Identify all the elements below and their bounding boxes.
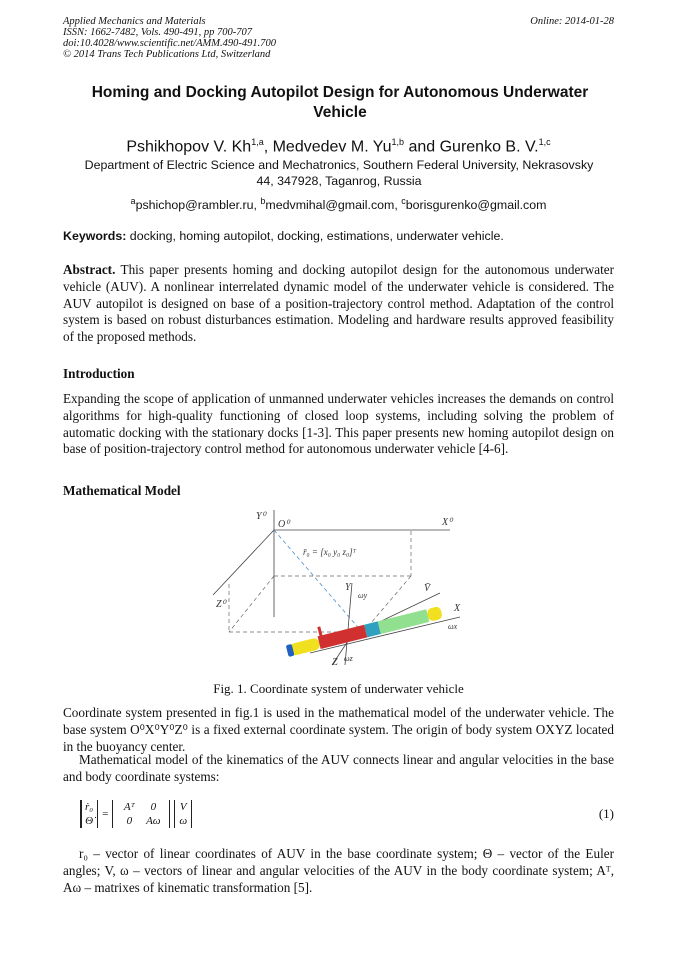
email-link[interactable]: borisgurenko@gmail.com — [405, 198, 547, 213]
keywords — [63, 229, 614, 243]
online-date: Online: 2014-01-28 — [530, 16, 614, 27]
equation-1 — [80, 800, 192, 828]
equation-number: (1) — [598, 806, 614, 821]
author: Gurenko B. V. — [439, 138, 539, 156]
label-wy: ωy — [358, 591, 368, 600]
abstract-label: Abstract. — [63, 262, 116, 277]
label-wx: ωx — [448, 622, 458, 631]
figure-coordinate-system — [200, 505, 480, 665]
label-y0: Y⁰ — [256, 511, 266, 522]
author: Medvedev M. Yu — [272, 138, 392, 156]
label-o0: O⁰ — [278, 519, 290, 530]
abstract — [63, 262, 614, 346]
copyright: © 2014 Trans Tech Publications Ltd, Switzerland — [63, 49, 271, 60]
sep: , — [263, 138, 273, 156]
section-heading-introduction: Introduction — [63, 366, 135, 381]
email-sup: b — [260, 196, 266, 206]
eq-vector: V — [179, 801, 187, 813]
email-link[interactable]: pshichop@rambler.ru — [135, 198, 254, 213]
eq-matrix: 0 — [126, 815, 133, 827]
author: Pshikhopov V. Kh — [126, 138, 252, 156]
journal-name: Applied Mechanics and Materials — [63, 16, 206, 27]
figure-caption: Fig. 1. Coordinate system of underwater vehicle — [213, 681, 464, 696]
paragraph: Mathematical model of the kinematics of the AUV connects linear and angular velocities in the base and body coordinate systems: — [63, 752, 614, 784]
issn: ISSN: 1662-7482, Vols. 490-491, pp 700-707 — [63, 27, 252, 38]
eq-lhs: Θ̇ — [85, 815, 94, 827]
eq-matrix: Aᵀ — [123, 801, 135, 813]
eq-lhs: ṙ₀ — [85, 801, 94, 813]
author-sup: 1,a — [251, 137, 264, 147]
section-heading-math-model: Mathematical Model — [63, 483, 181, 498]
eq-vector: ω — [179, 815, 188, 827]
authors — [63, 137, 614, 156]
keywords-label: Keywords: — [63, 229, 127, 243]
journal-header — [63, 16, 614, 60]
email-sup: c — [401, 196, 406, 206]
paragraph: Coordinate system presented in fig.1 is used in the mathematical model of the underwater vehicle. The base system O⁰X⁰Y⁰Z⁰ is a fixed external coordinate system. The origin of body system OXYZ located in the buoyancy center. — [63, 705, 614, 754]
label-x0: X⁰ — [442, 517, 453, 528]
affiliation: Department of Electric Science and Mechatronics, Southern Federal University, Nekrasovsky 44, 347928, Taganrog, Russia — [84, 158, 594, 188]
emails — [63, 193, 614, 213]
sep: and — [404, 138, 440, 156]
doi-link[interactable]: doi:10.4028/www.scientific.net/AMM.490-491.700 — [63, 38, 276, 49]
eq-sign: = — [102, 808, 109, 820]
label-v: V̄ — [424, 583, 431, 594]
sep: , — [394, 198, 402, 213]
label-wz: ωz — [344, 654, 353, 663]
label-r0: r̄₀ = [x₀ y₀ z₀]ᵀ — [303, 547, 357, 557]
eq-matrix: 0 — [150, 801, 157, 813]
abstract-text: This paper presents homing and docking autopilot design for the autonomous underwater vehicle (AUV). A nonlinear interrelated dynamic model of the underwater vehicle is considered. The AUV autopilot is designed on base of a position-trajectory control method. Adaptation of the control system is based on robust disturbances estimation. Modeling and hardware results approved feasibility of the proposed methods. — [63, 262, 614, 345]
paper-title: Homing and Docking Autopilot Design for Autonomous Underwater Vehicle — [91, 84, 589, 121]
email-sup: a — [130, 196, 136, 206]
label-z0: Z⁰ — [216, 599, 226, 610]
label-x: X — [454, 603, 461, 614]
sep: , — [253, 198, 261, 213]
eq-matrix: Aω — [146, 815, 161, 827]
label-y: Y — [345, 582, 351, 593]
label-z: Z — [332, 657, 338, 665]
paragraph: r₀ – vector of linear coordinates of AUV in the base coordinate system; Θ – vector of the Euler angles; V, ω – vectors of linear and angular velocities of the AUV in the body coordinate system; Aᵀ, Aω – matrixes of kinematic transformation [5]. — [63, 846, 614, 895]
email-link[interactable]: medvmihal@gmail.com — [265, 198, 395, 213]
intro-paragraph: Expanding the scope of application of unmanned underwater vehicles increases the demands on control algorithms for high-quality functioning of closed loop systems, including solving the problem of automatic docking with the stationary docks [1-3]. This paper presents new homing autopilot design on base of position-trajectory control method for autonomous underwater vehicle [4-6]. — [63, 391, 614, 457]
author-sup: 1,c — [538, 137, 551, 147]
keywords-text: docking, homing autopilot, docking, estimations, underwater vehicle. — [126, 229, 504, 243]
author-sup: 1,b — [391, 137, 404, 147]
